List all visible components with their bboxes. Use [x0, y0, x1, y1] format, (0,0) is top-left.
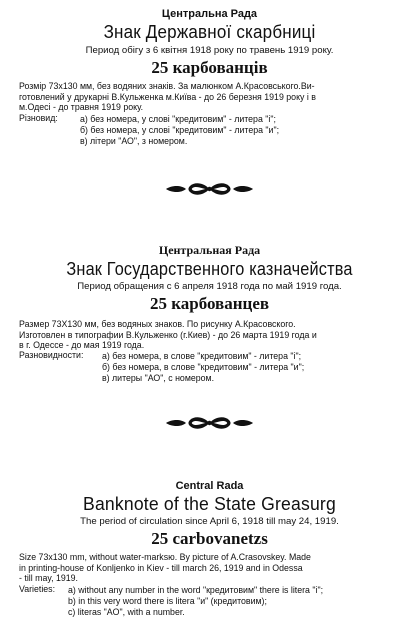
- description-line: м.Одесі - до травня 1919 року.: [19, 102, 144, 112]
- denomination: 25 карбованцев: [149, 294, 270, 313]
- banknote-title: Знак Державної скарбниці: [103, 21, 316, 42]
- variety-item: b) in this very word there is litera "и" (кредитовим);: [68, 596, 267, 606]
- description-line: готовлений у друкарні В.Кульженка м.Київа - до 26 березня 1919 року і в: [19, 91, 316, 102]
- varieties-label: Разновидности:: [19, 350, 84, 360]
- variety-item: б) без номера, в слове "кредитовим" - литера "и";: [102, 362, 305, 372]
- varieties-label: Varieties:: [19, 584, 56, 594]
- circulation-period: The period of circulation since April 6, 1918 till may 24, 1919.: [80, 516, 339, 527]
- description-line: - till may, 1919.: [19, 573, 78, 583]
- authority-heading: Центральная Рада: [158, 243, 261, 257]
- variety-item: a) without any number in the word "кредитовим" there is litera "і";: [68, 585, 324, 595]
- banknote-title: Знак Государственного казначейства: [66, 258, 353, 279]
- circulation-period: Период обігу з 6 квітня 1918 року по травень 1919 року.: [85, 45, 334, 56]
- description-line: в г. Одессе - до мая 1919 года.: [19, 340, 145, 350]
- circulation-period: Период обращения с 6 апреля 1918 года по май 1919 года.: [77, 281, 342, 292]
- description-line: Размер 73Х130 мм, без водяных знаков. По рисунку А.Красовского.: [19, 319, 296, 329]
- variety-item: б) без номера, у слові "кредитовим" - литера "и";: [80, 125, 280, 135]
- scroll-flourish-divider-icon: [0, 412, 419, 434]
- scroll-flourish-divider-icon: [0, 178, 419, 200]
- denomination: 25 carbovanetzs: [151, 529, 268, 548]
- description: [19, 81, 407, 113]
- variety-item: в) литеры "АО", с номером.: [102, 373, 215, 383]
- variety-item: а) без номера, в слове "кредитовим" - литера "і";: [102, 351, 302, 361]
- authority-heading: Central Rada: [175, 480, 244, 492]
- description-line: in printing-house of Konljenko in Kiev - till march 26, 1919 and in Odessa: [19, 562, 303, 573]
- description-line: Розмір 73х130 мм, без водяних знаків. За малюнком А.Красовського.Ви-: [19, 81, 315, 91]
- description: [19, 552, 407, 584]
- authority-heading: Центральна Рада: [161, 8, 258, 20]
- denomination: 25 карбованців: [151, 58, 268, 77]
- variety-item: а) без номера, у слові "кредитовим" - литера "і";: [80, 114, 276, 124]
- variety-item: в) літери "АО", з номером.: [80, 136, 188, 146]
- description-line: Size 73x130 mm, without water-marksю. By picture of A.Crasovskey. Made: [19, 552, 311, 562]
- variety-item: c) literas "AO", with a number.: [68, 607, 185, 617]
- description: [19, 319, 407, 351]
- description-line: Изготовлен в типографии В.Кульженко (г.Киев) - до 26 марта 1919 года и: [19, 329, 317, 340]
- banknote-title: Banknote of the State Greasurg: [83, 493, 336, 514]
- varieties-label: Різновид:: [19, 113, 58, 123]
